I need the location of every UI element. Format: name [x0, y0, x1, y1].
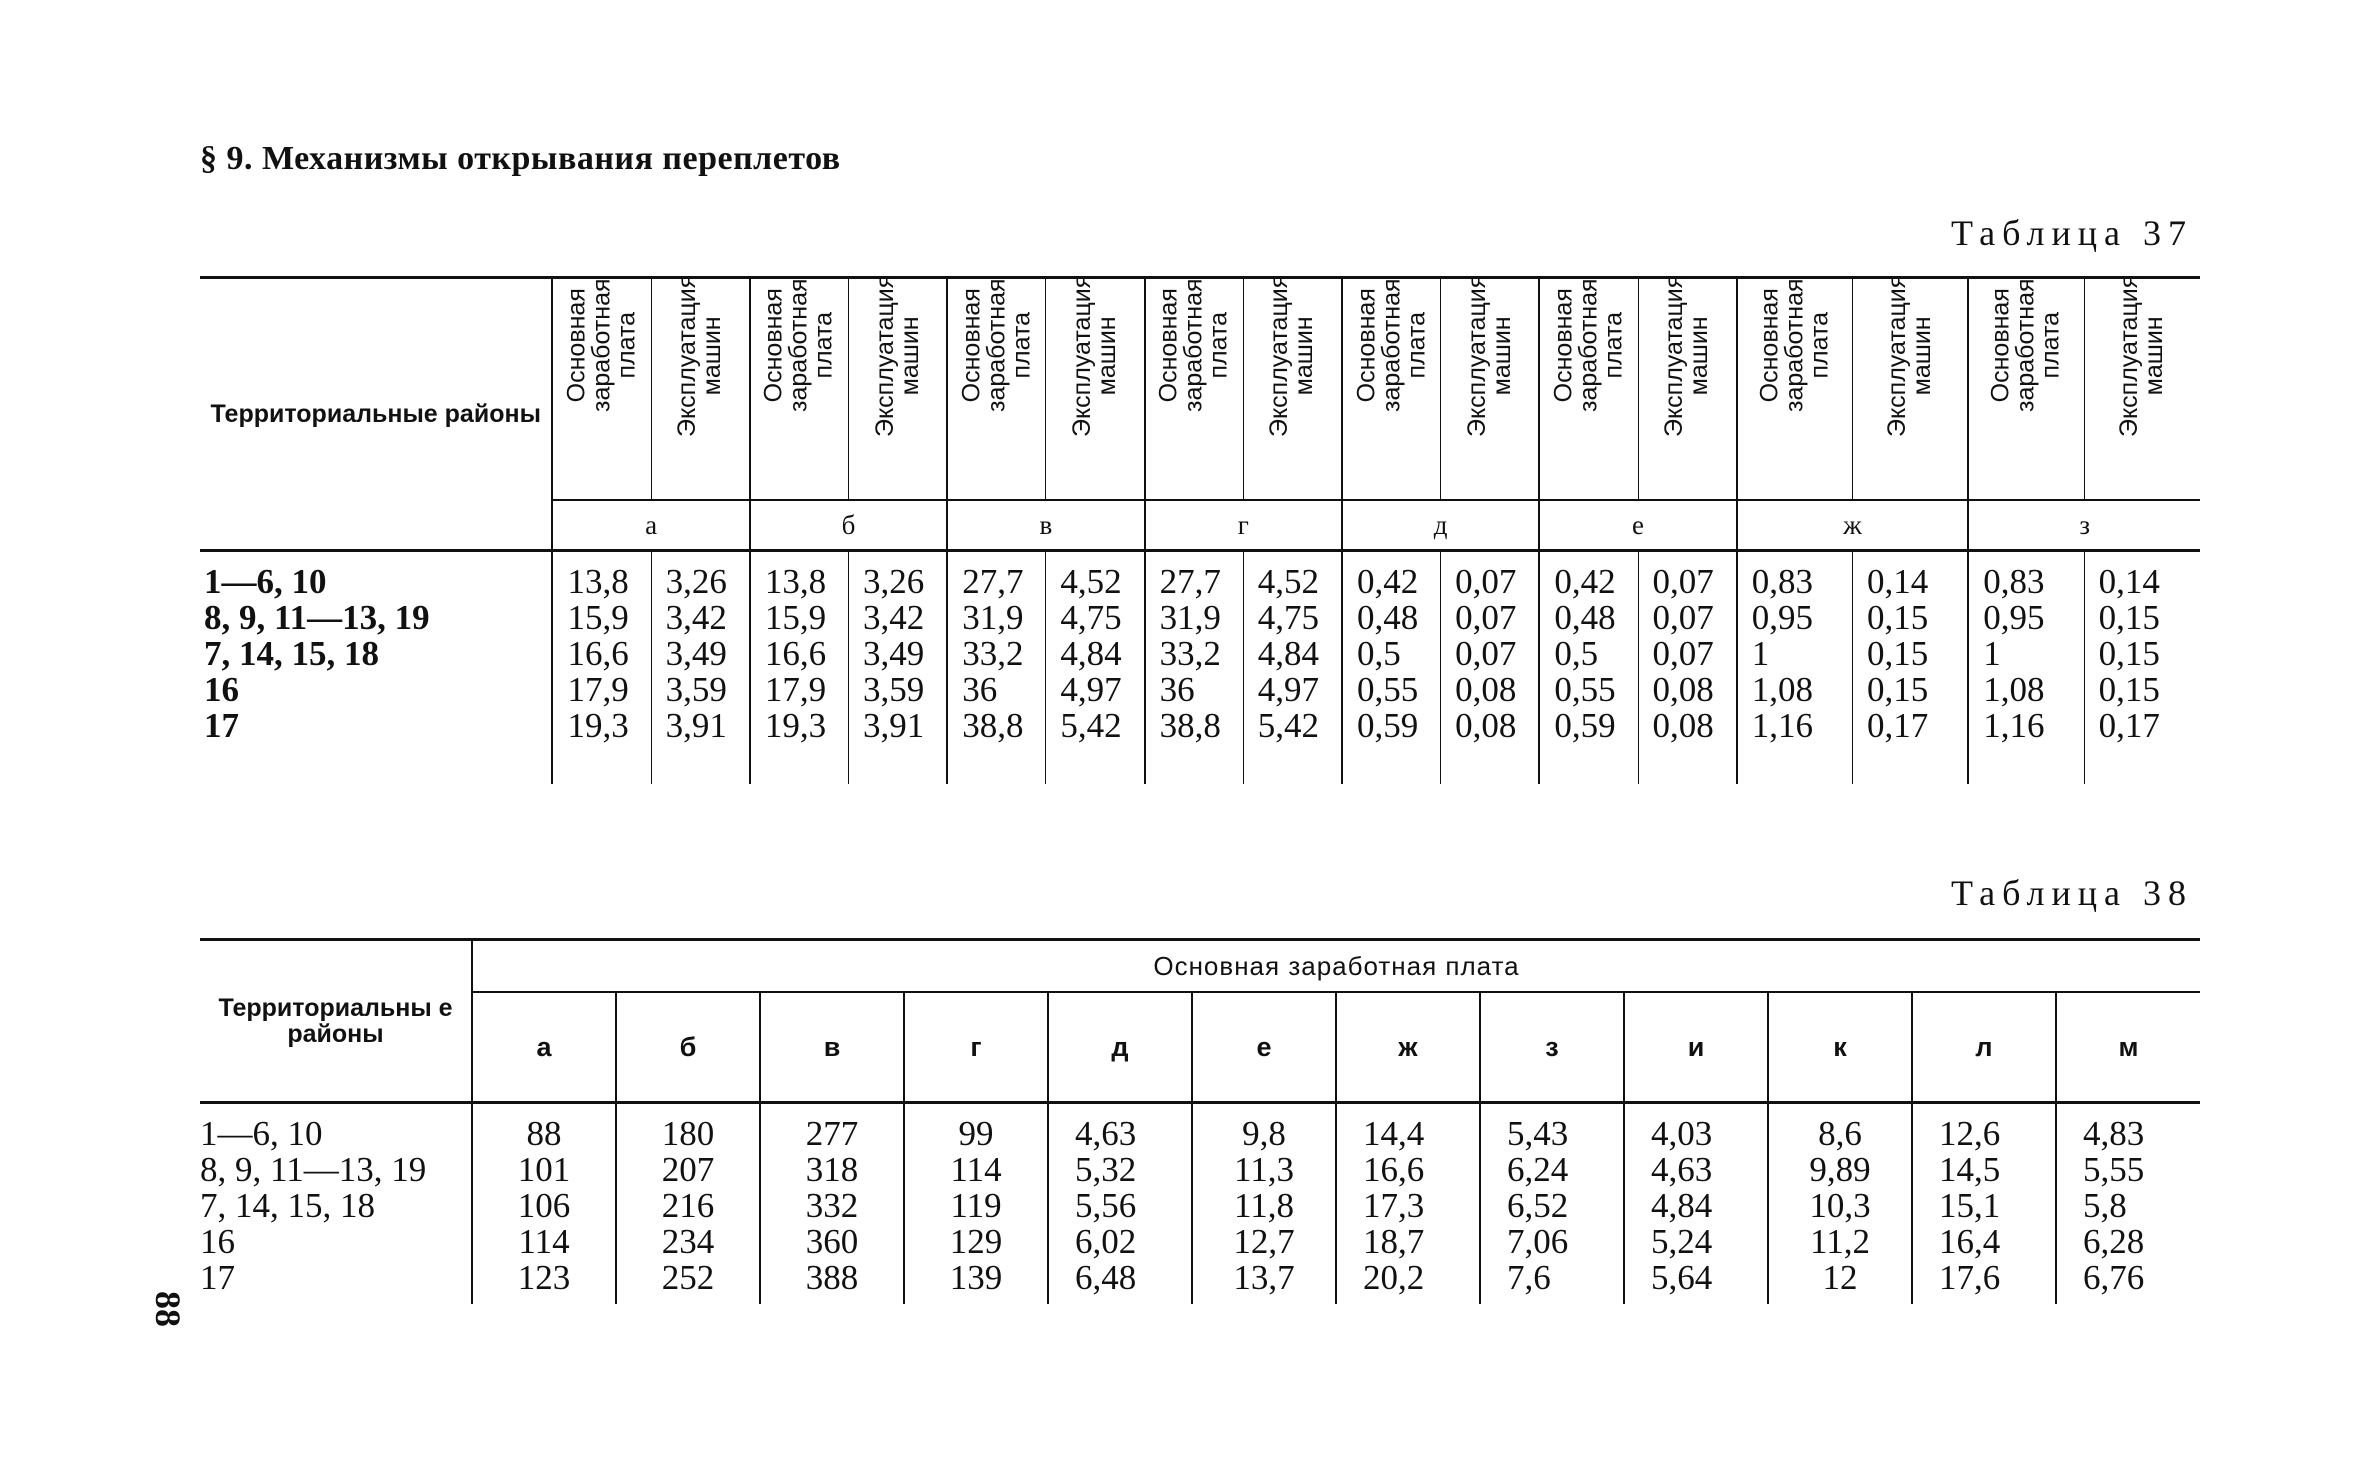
table-37-subheader-label: Эксплуатация машин: [1883, 274, 1937, 437]
table-37-value-column: [552, 551, 651, 785]
table-37-value: 4,97: [1257, 670, 1320, 709]
table-37-value: 4,97: [1060, 670, 1122, 709]
table-37-value: 0,07: [1652, 634, 1714, 673]
table-37-group-letter: а: [552, 500, 749, 551]
table-38-value: 5,32: [1075, 1150, 1137, 1189]
table-38-value: 14,4: [1363, 1114, 1425, 1153]
table-37-value: 5,42: [1060, 706, 1122, 745]
table-37-district-column: [200, 551, 552, 785]
table-38-value: 5,55: [2083, 1150, 2145, 1189]
table-38-value-column: [2056, 1103, 2200, 1305]
table-38-value: 5,8: [2083, 1186, 2127, 1225]
table-37-value: 1: [1983, 634, 2001, 673]
table-38-value: 6,76: [2083, 1258, 2145, 1297]
table-38-column-letter: б: [616, 992, 760, 1103]
table-37-value: 15,9: [567, 598, 629, 637]
table-37-value: 36: [962, 670, 998, 709]
table-37-value-column: [1853, 551, 1969, 785]
table-37-value-column: [1342, 551, 1441, 785]
table-37-value: 0,08: [1455, 670, 1517, 709]
table-37-value: 5,42: [1257, 706, 1320, 745]
table-38-value: 207: [661, 1150, 715, 1189]
table-37-value: 0,48: [1356, 598, 1419, 637]
table-37-subheader-label: Основная заработная плата: [562, 278, 641, 412]
table-38-column-letter: к: [1768, 992, 1912, 1103]
table-37-value: 3,91: [665, 706, 727, 745]
table-37-district: 7, 14, 15, 18: [204, 634, 379, 673]
table-37-value-column: [2084, 551, 2200, 785]
table-37-value: 4,52: [1257, 562, 1320, 601]
table-37-value: 0,07: [1455, 634, 1517, 673]
table-38-column-letter: з: [1480, 992, 1624, 1103]
table-37-subheader-label: Основная заработная плата: [1986, 278, 2065, 412]
table-37-subheader-label: Основная заработная плата: [1549, 278, 1628, 412]
table-37-subheader-label: Эксплуатация машин: [673, 274, 727, 437]
table-37-subheader: [1243, 274, 1342, 501]
table-37-data-row: [200, 551, 2200, 785]
table-38-value: 277: [805, 1114, 859, 1153]
table-38-district: 16: [200, 1222, 235, 1261]
table-37-value: 0,5: [1554, 634, 1599, 673]
table-38-value: 4,84: [1651, 1186, 1713, 1225]
table-38-value: 6,28: [2083, 1222, 2145, 1261]
table-37-value: 0,15: [2098, 634, 2160, 673]
table-37-subheader: [2084, 274, 2200, 501]
table-37-value-column: [651, 551, 750, 785]
table-37-value-column: [1539, 551, 1638, 785]
table-37-subheader: [651, 274, 750, 501]
table-37-value-column: [1968, 551, 2084, 785]
table-37-district: 16: [204, 670, 239, 709]
table-37-value: 4,52: [1060, 562, 1122, 601]
table-38-value-column: [760, 1103, 904, 1305]
page-number: 88: [148, 1291, 188, 1327]
table-38-value: 123: [517, 1258, 571, 1297]
table-37-value: 3,49: [665, 634, 727, 673]
table-37-district-header: Территориальные районы: [200, 278, 552, 551]
table-38-value: 9,89: [1809, 1150, 1871, 1189]
table-38-column-letter: м: [2056, 992, 2200, 1103]
table-38-value: 129: [949, 1222, 1003, 1261]
table-38-value: 318: [805, 1150, 859, 1189]
table-37-value: 38,8: [962, 706, 1024, 745]
table-38-value: 8,6: [1818, 1114, 1862, 1153]
table-37-value: 0,17: [1867, 706, 1929, 745]
table-37-value: 0,15: [1867, 634, 1929, 673]
table-37-value-column: [750, 551, 849, 785]
table-38-value: 9,8: [1242, 1114, 1286, 1153]
table-37-value: 3,42: [863, 598, 925, 637]
table-37-value: 0,42: [1554, 562, 1616, 601]
table-37-value-column: [1145, 551, 1244, 785]
table-37-district: 8, 9, 11—13, 19: [204, 598, 430, 637]
table-37-subheader: [1441, 274, 1540, 501]
table-37-value: 16,6: [567, 634, 629, 673]
table-37-caption: Таблица 37: [1951, 213, 2193, 253]
table-38-value: 360: [805, 1222, 859, 1261]
table-37-value-column: [849, 551, 948, 785]
table-38-value-column: [1912, 1103, 2056, 1305]
table-37-subheader: [1342, 278, 1441, 501]
table-38-value: 4,63: [1651, 1150, 1713, 1189]
table-38-value: 16,4: [1939, 1222, 2001, 1261]
table-37-subheader: [1968, 278, 2084, 501]
table-38-value: 7,6: [1507, 1258, 1551, 1297]
table-38-value: 106: [517, 1186, 571, 1225]
table-38: [200, 938, 2200, 1304]
table-38-district-column: [200, 1103, 472, 1305]
table-37-group-letter: г: [1145, 500, 1342, 551]
table-38-value: 5,43: [1507, 1114, 1569, 1153]
table-37-value: 0,42: [1356, 562, 1419, 601]
table-37-subheader: [947, 278, 1046, 501]
table-37-value: 31,9: [962, 598, 1024, 637]
table-38-value: 11,8: [1234, 1186, 1294, 1225]
table-38-value-column: [1192, 1103, 1336, 1305]
table-38-value: 180: [661, 1114, 715, 1153]
table-38-value: 114: [950, 1150, 1002, 1189]
table-38-caption: Таблица 38: [1951, 873, 2193, 913]
table-37-subheader-label: Эксплуатация машин: [1067, 274, 1121, 437]
table-37-value: 13,8: [764, 562, 827, 601]
table-37-subheader: [1638, 274, 1737, 501]
table-37-value: 17,9: [764, 670, 827, 709]
table-37-subheader-label: Эксплуатация машин: [1660, 274, 1714, 437]
table-38-district: 7, 14, 15, 18: [200, 1186, 375, 1225]
table-37-value: 0,15: [2098, 598, 2160, 637]
table-37-value: 38,8: [1159, 706, 1221, 745]
table-37-value: 0,15: [1867, 598, 1929, 637]
table-37-value-column: [947, 551, 1046, 785]
table-37-group-letter: е: [1539, 500, 1736, 551]
table-37-group-letter: д: [1342, 500, 1539, 551]
table-37-subheader: [849, 274, 948, 501]
table-37-value: 27,7: [962, 562, 1024, 601]
table-37-value: 31,9: [1159, 598, 1221, 637]
table-38-column-letter: ж: [1336, 992, 1480, 1103]
table-37-value-column: [1737, 551, 1853, 785]
table-37-value: 0,95: [1983, 598, 2045, 637]
table-38-value-column: [1480, 1103, 1624, 1305]
table-38-value: 119: [950, 1186, 1002, 1225]
table-37-value: 19,3: [764, 706, 827, 745]
table-37-value: 17,9: [567, 670, 629, 709]
table-37-value: 33,2: [962, 634, 1024, 673]
table-37-value: 3,42: [665, 598, 727, 637]
table-37-subheader-label: Эксплуатация машин: [2115, 274, 2169, 437]
table-38-group-header: Основная заработная плата: [472, 940, 2200, 993]
table-37-group-letter: б: [750, 500, 947, 551]
table-37-subheader-label: Основная заработная плата: [1154, 278, 1233, 412]
table-38-value: 13,7: [1233, 1258, 1295, 1297]
table-37-subheader: [750, 278, 849, 501]
table-38-column-letter: в: [760, 992, 904, 1103]
table-38-value: 5,56: [1075, 1186, 1137, 1225]
table-37-group-letter: з: [1968, 500, 2200, 551]
table-38-value-column: [1336, 1103, 1480, 1305]
table-37-subheader: [1737, 278, 1853, 501]
table-38-value: 16,6: [1363, 1150, 1425, 1189]
table-37-value: 33,2: [1159, 634, 1221, 673]
table-38-value: 139: [949, 1258, 1003, 1297]
table-37-value: 0,07: [1455, 562, 1517, 601]
table-38-value: 114: [518, 1222, 570, 1261]
table-38-column-letter: и: [1624, 992, 1768, 1103]
table-38-value: 6,52: [1507, 1186, 1569, 1225]
table-38-district-header: Территориальны е районы: [200, 940, 472, 1103]
table-37-value: 3,91: [863, 706, 925, 745]
table-37-value: 4,75: [1257, 598, 1320, 637]
table-38-value: 7,06: [1507, 1222, 1569, 1261]
table-37-value: 1,08: [1983, 670, 2045, 709]
table-37-value: 15,9: [764, 598, 827, 637]
table-38-district: 8, 9, 11—13, 19: [200, 1150, 427, 1189]
table-38-value-column: [904, 1103, 1048, 1305]
table-38-value: 12: [1822, 1258, 1858, 1297]
table-38-value: 15,1: [1939, 1186, 2001, 1225]
table-38-value: 6,24: [1507, 1150, 1569, 1189]
table-37-subheader-label: Основная заработная плата: [1755, 278, 1834, 412]
table-38-value: 11,3: [1234, 1150, 1294, 1189]
table-37-value: 0,59: [1554, 706, 1616, 745]
table-38-value: 20,2: [1363, 1258, 1425, 1297]
table-38-column-letter: г: [904, 992, 1048, 1103]
table-38-value-column: [616, 1103, 760, 1305]
table-38-value: 4,63: [1075, 1114, 1137, 1153]
table-38-value: 252: [661, 1258, 715, 1297]
table-37-subheader-label: Основная заработная плата: [1352, 278, 1431, 412]
table-37-value: 16,6: [764, 634, 827, 673]
table-37-value: 0,07: [1455, 598, 1517, 637]
table-38-value: 332: [805, 1186, 859, 1225]
table-38-value-column: [1768, 1103, 1912, 1305]
table-37-value: 0,07: [1652, 598, 1714, 637]
table-38-value: 6,48: [1075, 1258, 1137, 1297]
table-37-value: 0,08: [1652, 670, 1714, 709]
table-38-value: 388: [805, 1258, 859, 1297]
table-37-value: 0,15: [1867, 670, 1929, 709]
table-37-subheader-label: Эксплуатация машин: [1462, 274, 1516, 437]
table-37-value: 4,84: [1060, 634, 1122, 673]
table-37-value-column: [1046, 551, 1145, 785]
table-38-value: 17,6: [1939, 1258, 2001, 1297]
table-38-value: 18,7: [1363, 1222, 1425, 1261]
table-38-value: 216: [661, 1186, 715, 1225]
table-37-value: 0,08: [1652, 706, 1714, 745]
table-38-data-row: [200, 1103, 2200, 1305]
table-37-value: 1,16: [1983, 706, 2045, 745]
table-37-value: 0,83: [1751, 562, 1813, 601]
table-38-value: 14,5: [1939, 1150, 2001, 1189]
table-38-value-column: [472, 1103, 616, 1305]
table-37-value: 19,3: [567, 706, 629, 745]
table-37-value: 0,55: [1554, 670, 1616, 709]
table-37-subheader: [1539, 278, 1638, 501]
table-37-subheader: [552, 278, 651, 501]
table-37-district: 17: [204, 706, 239, 745]
table-37-group-letter: ж: [1737, 500, 1969, 551]
table-38-district: 1—6, 10: [200, 1114, 323, 1153]
table-37: [200, 276, 2200, 784]
table-37-district: 1—6, 10: [204, 562, 327, 601]
table-38-value: 11,2: [1810, 1222, 1870, 1261]
table-37-value: 0,5: [1356, 634, 1401, 673]
table-38-value: 4,83: [2083, 1114, 2145, 1153]
table-38-value: 12,7: [1233, 1222, 1295, 1261]
table-38-column-letter: л: [1912, 992, 2056, 1103]
table-38-letter-row: [200, 992, 2200, 1103]
table-38-value-column: [1624, 1103, 1768, 1305]
table-38-value: 101: [517, 1150, 571, 1189]
table-37-value: 0,17: [2098, 706, 2160, 745]
table-37-subheader-label: Эксплуатация машин: [870, 274, 924, 437]
table-37-subheader-label: Основная заработная плата: [957, 278, 1036, 412]
table-38-value: 5,24: [1651, 1222, 1713, 1261]
table-38-column-letter: а: [472, 992, 616, 1103]
table-37-value: 1,08: [1751, 670, 1813, 709]
table-37-group-letter: в: [947, 500, 1144, 551]
table-37-value: 3,59: [665, 670, 727, 709]
table-38-value: 88: [526, 1114, 562, 1153]
table-38-column-letter: е: [1192, 992, 1336, 1103]
table-37-value: 0,95: [1751, 598, 1813, 637]
table-38-value: 10,3: [1809, 1186, 1871, 1225]
table-37-value-column: [1441, 551, 1540, 785]
table-37-value: 0,55: [1356, 670, 1419, 709]
table-37-value: 1,16: [1751, 706, 1813, 745]
table-37-value: 4,84: [1257, 634, 1320, 673]
table-37-value: 0,15: [2098, 670, 2160, 709]
table-37-subheader-label: Эксплуатация машин: [1265, 274, 1319, 437]
table-38-value-column: [1048, 1103, 1192, 1305]
table-37-value: 13,8: [567, 562, 629, 601]
section-title: § 9. Механизмы открывания переплетов: [200, 140, 841, 177]
table-37-value: 0,83: [1983, 562, 2045, 601]
table-37-value: 3,49: [863, 634, 925, 673]
table-37-value: 0,48: [1554, 598, 1616, 637]
table-37-subheader: [1046, 274, 1145, 501]
table-37-value: 3,26: [665, 562, 727, 601]
table-38-value: 6,02: [1075, 1222, 1137, 1261]
table-37-subheader: [1145, 278, 1244, 501]
table-37-subheader-label: Основная заработная плата: [759, 278, 838, 412]
table-37-value: 0,59: [1356, 706, 1419, 745]
table-37-value: 0,14: [2098, 562, 2160, 601]
table-37-value-column: [1638, 551, 1737, 785]
table-38-value: 5,64: [1651, 1258, 1713, 1297]
table-37-value: 3,26: [863, 562, 925, 601]
table-37-value: 1: [1751, 634, 1770, 673]
table-38-value: 4,03: [1651, 1114, 1713, 1153]
table-38-value: 234: [661, 1222, 715, 1261]
table-38-group-row: [200, 940, 2200, 993]
table-37-value: 4,75: [1060, 598, 1122, 637]
table-37-subheader: [1853, 274, 1969, 501]
table-38-value: 17,3: [1363, 1186, 1425, 1225]
table-38-value: 12,6: [1939, 1114, 2001, 1153]
table-37-value: 0,08: [1455, 706, 1517, 745]
table-38-column-letter: д: [1048, 992, 1192, 1103]
table-38-value: 99: [958, 1114, 994, 1153]
table-38-district: 17: [200, 1258, 235, 1297]
table-37-value: 0,07: [1652, 562, 1714, 601]
table-37-value: 36: [1159, 670, 1195, 709]
table-37-value: 3,59: [863, 670, 925, 709]
table-37-value-column: [1243, 551, 1342, 785]
table-37-value: 0,14: [1867, 562, 1929, 601]
table-37-subheader-row: [200, 278, 2200, 501]
table-37-value: 27,7: [1159, 562, 1221, 601]
